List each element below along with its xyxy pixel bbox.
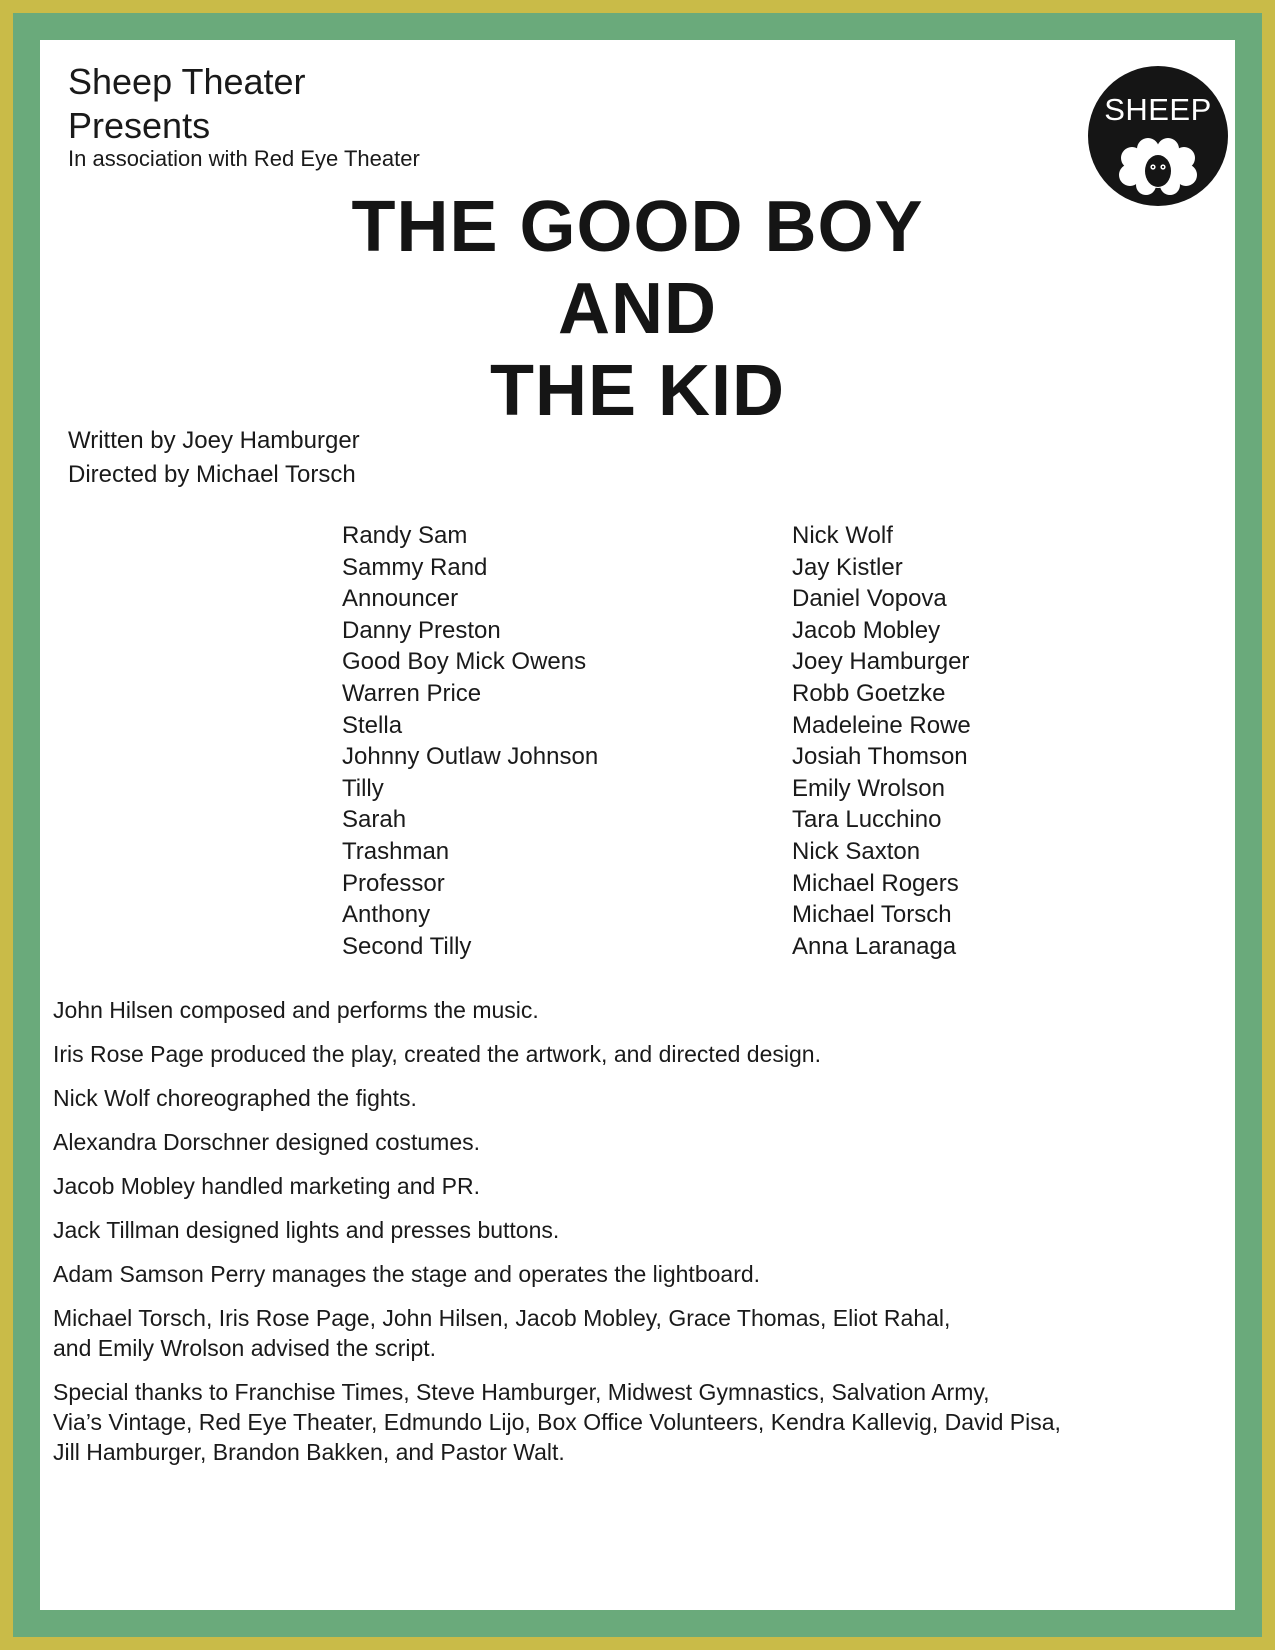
program-page — [40, 40, 1235, 1610]
cast-actor: Michael Torsch — [792, 901, 952, 929]
production-note: John Hilsen composed and performs the music. — [53, 997, 539, 1023]
cast-role: Johnny Outlaw Johnson — [342, 743, 599, 771]
cast-actor: Daniel Vopova — [792, 585, 947, 613]
cast-actor: Josiah Thomson — [792, 743, 968, 771]
cast-actor: Emily Wrolson — [792, 774, 945, 802]
presenter-presents: Presents — [68, 105, 211, 146]
cast-actor: Nick Saxton — [792, 837, 921, 865]
cast-role: Stella — [342, 711, 403, 739]
cast-role: Professor — [342, 869, 445, 897]
cast-actor: Tara Lucchino — [792, 806, 942, 834]
production-notes — [53, 995, 1233, 1481]
production-note: Adam Samson Perry manages the stage and operates the lightboard. — [53, 1261, 761, 1287]
production-note: Alexandra Dorschner designed costumes. — [53, 1129, 481, 1155]
cast-actor: Joey Hamburger — [792, 648, 970, 676]
cast-role: Trashman — [342, 837, 450, 865]
sheep-logo — [1088, 66, 1228, 206]
authorship-credits — [68, 424, 360, 492]
cast-actor: Nick Wolf — [792, 522, 893, 549]
cast-actor: Robb Goetzke — [792, 679, 946, 707]
cast-actor: Anna Laranaga — [792, 932, 957, 960]
cast-actors-column — [792, 520, 971, 962]
play-title — [40, 186, 1235, 432]
cast-actor: Michael Rogers — [792, 869, 959, 897]
cast-role: Sammy Rand — [342, 553, 488, 581]
cast-actor: Madeleine Rowe — [792, 711, 971, 739]
production-note: Jack Tillman designed lights and presses buttons. — [53, 1217, 560, 1243]
cast-role: Danny Preston — [342, 616, 501, 644]
cast-role: Anthony — [342, 901, 431, 929]
logo-text: SHEEP — [1104, 92, 1212, 127]
cast-actor: Jacob Mobley — [792, 616, 941, 644]
production-note: Michael Torsch, Iris Rose Page, John Hilsen, Jacob Mobley, Grace Thomas, Eliot Rahal, and Emily Wrolson advised the script. — [53, 1305, 951, 1361]
cast-role: Tilly — [342, 774, 384, 802]
title-line-1: THE GOOD BOY — [351, 187, 924, 267]
directed-by: Directed by Michael Torsch — [68, 461, 356, 488]
association-line: In association with Red Eye Theater — [68, 146, 420, 171]
cast-role: Warren Price — [342, 679, 482, 707]
presenter-name: Sheep Theater — [68, 61, 306, 102]
presenter — [68, 60, 306, 148]
written-by: Written by Joey Hamburger — [68, 427, 360, 454]
special-thanks: Special thanks to Franchise Times, Steve Hamburger, Midwest Gymnastics, Salvation Army, Via’s Vintage, Red Eye Theater, Edmundo Lijo, Box Office Volunteers, Kendra Kallevig, David Pisa, Jill Hamburger, Brandon Bakken, and Pastor Walt. — [53, 1379, 1061, 1465]
production-note: Nick Wolf choreographed the fights. — [53, 1085, 417, 1111]
cast-role: Announcer — [342, 585, 459, 613]
production-note: Jacob Mobley handled marketing and PR. — [53, 1173, 481, 1199]
production-note: Iris Rose Page produced the play, created the artwork, and directed design. — [53, 1041, 821, 1067]
cast-role: Randy Sam — [342, 522, 468, 549]
cast-role: Sarah — [342, 806, 407, 834]
title-line-3: THE KID — [490, 351, 785, 431]
cast-actor: Jay Kistler — [792, 553, 903, 581]
title-line-2: AND — [558, 269, 717, 349]
inner-border — [13, 13, 1262, 1637]
cast-role: Second Tilly — [342, 932, 472, 960]
cast-roles-column — [342, 520, 598, 962]
cast-role: Good Boy Mick Owens — [342, 648, 587, 676]
